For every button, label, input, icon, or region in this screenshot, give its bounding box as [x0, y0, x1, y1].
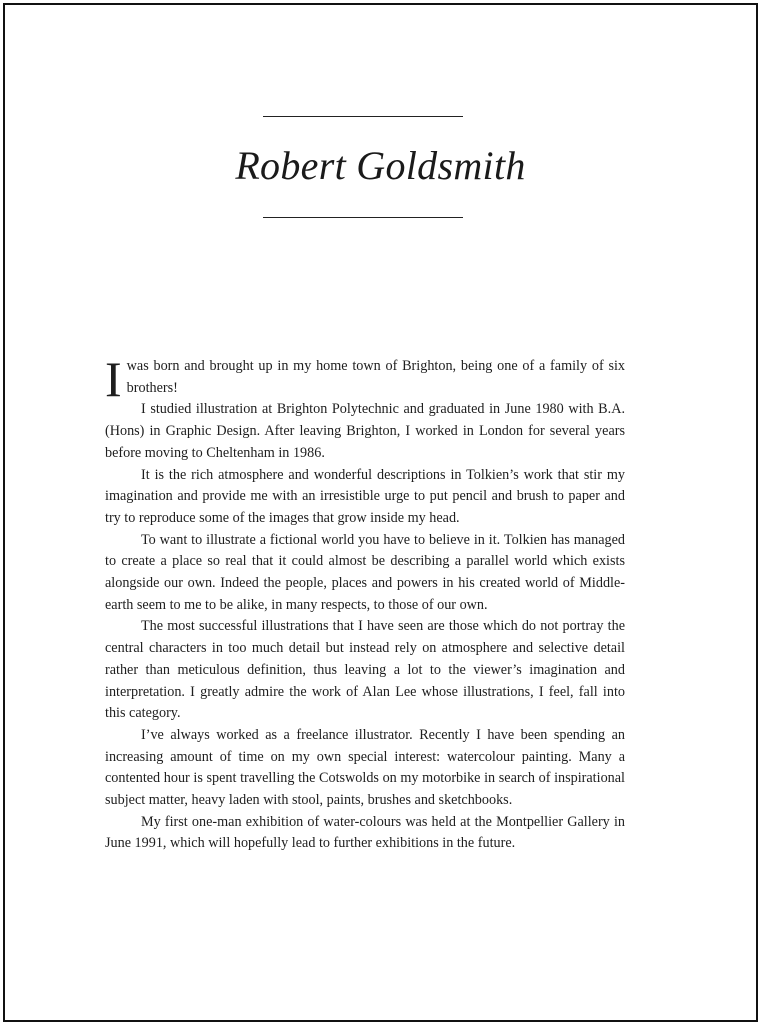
- title-rule-bottom: [263, 217, 463, 218]
- title-rule-top: [263, 116, 463, 117]
- page-title: Robert Goldsmith: [235, 143, 526, 188]
- paragraph-1-text: was born and brought up in my home town of Brighton, being one of a family of six brothers!: [126, 358, 625, 396]
- book-page: [3, 3, 758, 1022]
- paragraph-2: I studied illustration at Brighton Polytechnic and graduated in June 1980 with B.A. (Hons) in Graphic Design. After leaving Brighton, I worked in London for several years before moving to Cheltenham in 1986.: [105, 401, 625, 461]
- drop-cap: I: [105, 351, 122, 407]
- paragraph-7: My first one-man exhibition of water-colours was held at the Montpellier Gallery in June 1991, which will hopefully lead to further exhibitions in the future.: [105, 813, 625, 852]
- paragraph-6: I’ve always worked as a freelance illustrator. Recently I have been spending an increasing amount of time on my own special interest: watercolour painting. Many a contented hour is spent travelling the Cotswolds on my motorbike in search of inspirational subject matter, heavy laden with stool, paints, brushes and sketchbooks.: [105, 726, 625, 809]
- paragraph-4: To want to illustrate a fictional world you have to believe in it. Tolkien has managed to create a place so real that it could almost be describing a parallel world which exists alongside our own. Indeed the people, places and powers in his created world of Middle-earth seem to me to be alike, in many respects, to those of our own.: [105, 531, 625, 613]
- paragraph-1: [105, 351, 625, 407]
- biography-text: [105, 351, 625, 855]
- paragraph-5: The most successful illustrations that I have seen are those which do not portray the central characters in too much detail but instead rely on atmosphere and selective detail rather than meticulous definition, thus leaving a lot to the viewer’s imagination and interpretation. I greatly admire the work of Alan Lee whose illustrations, I feel, fall into this category.: [105, 618, 625, 722]
- paragraph-3: It is the rich atmosphere and wonderful descriptions in Tolkien’s work that stir my imagination and provide me with an irresistible urge to put pencil and brush to paper and try to reproduce some of the images that grow inside my head.: [105, 466, 625, 526]
